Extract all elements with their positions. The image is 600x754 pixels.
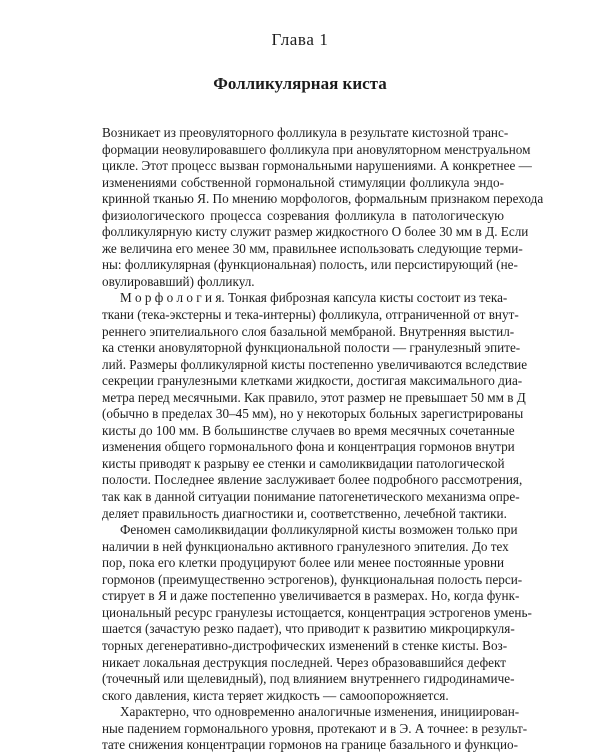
text-line: (обычно в пределах 30–45 мм), но у некоторых больных зарегистрированы (102, 406, 524, 422)
text-line: циональный ресурс гранулезы истощается, концентрация эстрогенов умень- (102, 604, 532, 620)
text-line: М о р ф о л о г и я. Тонкая фиброзная капсула кисты состоит из тека- (120, 290, 508, 306)
text-line: тате снижения концентрации гормонов на границе базального и функцио- (102, 737, 519, 753)
text-line: наличии в ней функционально активного гранулезного эпителия. До тех (102, 538, 509, 554)
text-line: никает локальная деструкция последней. Через образовавшийся дефект (102, 654, 506, 670)
text-line: пор, пока его клетки продуцируют более или менее постоянные уровни (102, 555, 505, 571)
text-line: так как в данной ситуации понимание патогенетического механизма опре- (102, 489, 520, 505)
text-line: ны: фолликулярная (функциональная) полость, или персистирующий (не- (102, 257, 518, 273)
text-line: кринной тканью Я. По мнению морфологов, формальным признаком перехода (102, 191, 544, 207)
text-line: же величина его менее 30 мм, правильнее использовать следующие терми- (102, 240, 523, 256)
text-line: торных дегенеративно-дистрофических изменений в стенке кисты. Воз- (102, 637, 508, 653)
text-line: ткани (тека-экстерны и тека-интерны) фолликула, отграниченной от внут- (102, 307, 519, 323)
text-line: изменения общего гормонального фона и концентрация гормонов внутри (102, 439, 515, 455)
text-line: изменениями собственной гормональной стимуляции фолликула эндо- (102, 174, 504, 190)
text-line: физиологического процесса созревания фолликула в патологическую (102, 207, 504, 223)
text-line: цикле. Этот процесс вызван гормональными нарушениями. А конкретнее — (102, 158, 532, 174)
text-line: овулировавший) фолликул. (102, 273, 255, 289)
text-line: ского давления, киста теряет жидкость — самоопорожняется. (102, 687, 449, 703)
text-line: (точечный или щелевидный), под влиянием внутреннего гидродинамиче- (102, 671, 515, 687)
text-line: секреции гранулезными клетками жидкости, достигая максимального диа- (102, 373, 523, 389)
text-line: полости. Последнее явление заслуживает более подробного рассмотрения, (102, 472, 523, 488)
text-line: стирует в Я и даже постепенно увеличивается в размерах. Но, когда функ- (102, 588, 520, 604)
text-line: гормонов (преимущественно эстрогенов), функциональная полость перси- (102, 571, 523, 587)
body-text (102, 125, 544, 754)
chapter-heading: Глава 1 (271, 30, 329, 49)
text-line: лий. Размеры фолликулярной кисты постепенно увеличиваются вследствие (102, 356, 528, 372)
text-line: деляет правильность диагностики и, соответственно, лечебной тактики. (102, 505, 507, 521)
text-line: кисты до 100 мм. В большинстве случаев во время месячных сочетанные (102, 422, 515, 438)
text-line: Феномен самоликвидации фолликулярной кисты возможен только при (120, 522, 518, 538)
text-line: Возникает из преовуляторного фолликула в результате кистозной транс- (102, 125, 509, 140)
text-line: ные падением гормонального уровня, протекают и в Э. А точнее: в результ- (102, 720, 528, 736)
text-line: ка стенки ановуляторной функциональной полости — гранулезный эпите- (102, 340, 521, 356)
text-line: кисты приводят к разрыву ее стенки и самоликвидации патологической (102, 455, 505, 471)
text-line: метра перед месячными. Как правило, этот размер не превышает 50 мм в Д (102, 389, 526, 405)
section-title: Фолликулярная киста (213, 74, 387, 93)
text-line: Характерно, что одновременно аналогичные изменения, инициирован- (120, 704, 520, 720)
text-line: формации неовулировавшего фолликула при ановуляторном менструальном (102, 141, 531, 157)
text-line: шается (зачастую резко падает), что приводит к развитию микроциркуля- (102, 621, 515, 637)
text-line: реннего эпителиального слоя базальной мембраной. Внутренняя выстил- (102, 323, 515, 339)
text-line: фолликулярную кисту служит размер жидкостного О более 30 мм в Д. Если (102, 224, 529, 240)
